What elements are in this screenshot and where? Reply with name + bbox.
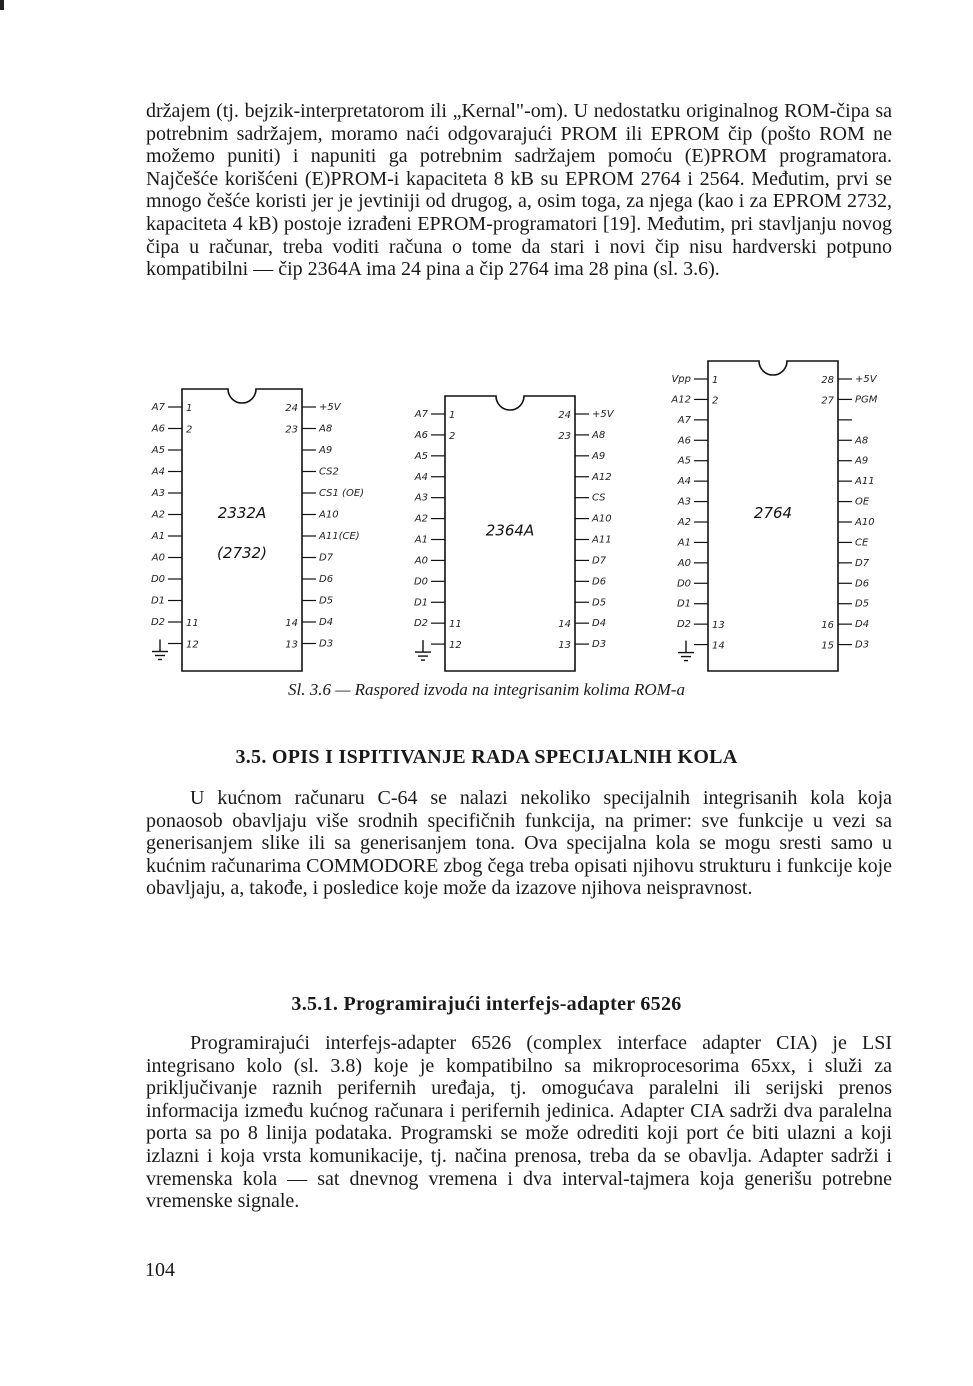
chip-2-right-pin-label: D3: [592, 639, 607, 651]
chip-1-right-pin-label: CS2: [319, 466, 339, 478]
chip-1-pin-number: 23: [285, 424, 298, 436]
chip-2-left-pin-label: A7: [414, 409, 428, 420]
chip-3-right-pin-label: A11: [855, 476, 875, 488]
pinout-diagram: [140, 356, 900, 686]
chip-3-left-pin-label: A1: [677, 537, 691, 549]
chip-2-pin-number: 24: [558, 410, 571, 421]
chip-3-right-pin-label: D6: [855, 578, 870, 590]
chip-2-left-pin-label: D0: [413, 576, 428, 588]
chip-1-right-pin-label: D5: [319, 595, 334, 607]
figure-rom-pinouts: [140, 356, 900, 701]
chip-2-left-pin-label: D2: [413, 618, 428, 630]
chip-3-right-pin-label: D3: [855, 639, 870, 651]
chip-1-left-pin-label: A5: [151, 445, 165, 456]
chip-3-pin-number: 28: [821, 375, 834, 386]
chip-1-right-pin-label: A8: [319, 423, 333, 435]
chip-3-left-pin-label: D2: [676, 619, 691, 631]
chip-2-left-pin-label: D1: [413, 597, 428, 609]
paragraph-cia-6526: Programirajući interfejs-adapter 6526 (complex interface adapter CIA) je LSI integrisano kolo (sl. 3.8) koje je kompatibilno sa mikroprocesorima 65xx, i služi za priključivanje raznih perifernih uređaja, tj. omogućava paralelni ili serijski prenos informacija između kućnog računara i perifernih jedinica. Adapter CIA sadrži dva paralelna porta sa po 8 linija podataka. Programski se može odrediti koji port će biti ulazni a koji izlazni i koja vrsta komunikacije, tj. načina prenosa, treba da se obavlja. Adapter sadrži i vremenska kola — sat dnevnog vremena i dva interval-tajmera koja generišu potrebne vremenske signale.: [146, 1032, 892, 1213]
chip-2-right-pin-label: A10: [592, 513, 612, 525]
chip-2-right-pin-label: A11: [592, 534, 612, 546]
chip-2-right-pin-label: +5V: [592, 409, 614, 420]
chip-3-left-pin-label: D1: [676, 598, 691, 610]
chip-2-pin-number: 11: [449, 619, 462, 631]
chip-1-right-pin-label: A11(CE): [319, 531, 360, 542]
chip-3-right-pin-label: D7: [855, 557, 870, 569]
chip-3-right-pin-label: A9: [855, 455, 869, 467]
chip-2-pin-number: 2: [449, 430, 456, 442]
chip-3-left-pin-label: A2: [677, 517, 691, 528]
chip-3-left-pin-label: A5: [677, 455, 691, 467]
chip-1-name: 2332A: [217, 504, 267, 522]
chip-3-right-pin-label: OE: [855, 496, 870, 508]
chip-1-left-pin-label: A4: [151, 466, 165, 478]
chip-1-left-pin-label: A0: [151, 552, 165, 564]
chip-2-right-pin-label: D4: [592, 618, 607, 630]
chip-2-left-pin-label: A1: [414, 534, 428, 546]
chip-1-pin-number: 2: [186, 424, 193, 436]
chip-2-left-pin-label: A3: [414, 492, 428, 504]
chip-3-right-pin-label: PGM: [855, 394, 878, 406]
page-number: 104: [145, 1259, 175, 1281]
chip-2-pin-number: 12: [449, 640, 462, 652]
chip-2-pin-number: 14: [558, 619, 571, 631]
chip-1-pin-number: 11: [186, 618, 199, 629]
chip-3-left-pin-label: Vpp: [671, 374, 691, 385]
chip-1-left-pin-label: D0: [150, 574, 165, 585]
chip-1-left-pin-label: A6: [151, 423, 165, 435]
chip-2-left-pin-label: A4: [414, 471, 428, 483]
chip-1-left-pin-label: A2: [151, 509, 165, 521]
chip-1-right-pin-label: +5V: [319, 402, 341, 413]
chip-3-left-pin-label: A6: [677, 435, 691, 447]
chip-2-left-pin-label: A2: [414, 513, 428, 525]
chip-3-left-pin-label: A4: [677, 476, 691, 488]
chip-3-pin-number: 13: [712, 620, 725, 632]
chip-1-pin-number: 14: [285, 618, 298, 629]
paragraph-special-circuits: U kućnom računaru C-64 se nalazi nekoliko specijalnih integrisanih kola koja ponaosob obavljaju više srodnih specifičnih funkcija, na primer: sve funkcije u vezi sa generisanjem slike ili sa generisanjem tona. Ova specijalna kola se mogu sresti samo u kućnim računarima COMMODORE zbog čega treba opisati njihovu strukturu i funkcije koje obavljaju, a, takođe, i posledice koje može da izazove njihova neispravnost.: [146, 787, 892, 900]
chip-3-right-pin-label: D4: [855, 619, 870, 631]
chip-3-right-pin-label: CE: [855, 537, 869, 549]
chip-3-pin-number: 15: [821, 640, 834, 652]
chip-1-name-line2: (2732): [217, 544, 267, 562]
chip-1-body: [182, 389, 302, 671]
chip-3-left-pin-label: A0: [677, 557, 691, 569]
subsection-title: Programirajući interfejs-adapter 6526: [343, 993, 682, 1015]
chip-1-right-pin-label: A10: [319, 509, 339, 521]
subsection-heading: [0, 993, 973, 1016]
chip-2-right-pin-label: CS: [592, 492, 606, 504]
chip-1-right-pin-label: D3: [319, 638, 334, 650]
paragraph-rom-replacement: držajem (tj. bejzik-interpretatorom ili „Kernal"-om). U nedostatku originalnog ROM-čipa sa potrebnim sadržajem, moramo naći odgovarajući PROM ili EPROM čip (pošto ROM ne možemo puniti) i napuniti ga potrebnim sadržajem pomoću (E)PROM programatora. Najčešće korišćeni (E)PROM-i kapaciteta 8 kB su EPROM 2764 i 2564. Međutim, prvi se mnogo češće koristi jer je jevtiniji od drugog, a, osim toga, za njega (kao i za EPROM 2732, kapaciteta 4 kB) postoje izrađeni EPROM-programatori [19]. Međutim, pri stavljanju novog čipa u računar, treba voditi računa o tome da stari i novi čip nisu hardverski potpuno kompatibilni — čip 2364A ima 24 pina a čip 2764 ima 28 pina (sl. 3.6).: [146, 100, 892, 281]
chip-2-right-pin-label: D5: [592, 597, 607, 609]
chip-1-right-pin-label: D7: [319, 552, 334, 564]
chip-3-right-pin-label: +5V: [855, 374, 877, 385]
chip-1-left-pin-label: A1: [151, 531, 165, 542]
chip-2-name: 2364A: [485, 521, 535, 540]
chip-3-pin-number: 2: [712, 395, 719, 407]
figure-caption: Sl. 3.6 — Raspored izvoda na integrisanim kolima ROM-a: [288, 680, 685, 699]
chip-1-left-pin-label: D1: [150, 595, 165, 607]
chip-3-pin-number: 27: [821, 395, 834, 407]
chip-2-pin-number: 23: [558, 430, 571, 442]
chip-3-name: 2764: [753, 504, 793, 522]
chip-2-pin-number: 1: [449, 410, 456, 421]
chip-1-pin-number: 1: [186, 403, 193, 414]
chip-2-right-pin-label: A12: [592, 471, 612, 483]
chip-3-left-pin-label: D0: [676, 578, 691, 590]
chip-2-left-pin-label: A6: [414, 429, 428, 441]
chip-1-right-pin-label: D4: [319, 617, 334, 628]
chip-2-right-pin-label: D7: [592, 555, 607, 567]
chip-1-right-pin-label: D6: [319, 574, 334, 585]
chip-3-left-pin-label: A3: [677, 496, 691, 508]
chip-2-right-pin-label: D6: [592, 576, 607, 588]
chip-1-left-pin-label: A7: [151, 402, 165, 413]
subsection-number: 3.5.1.: [291, 993, 339, 1015]
chip-2-right-pin-label: A9: [592, 450, 606, 462]
scan-edge-mark: [0, 0, 4, 10]
chip-3-right-pin-label: A8: [855, 435, 869, 447]
chip-1-pin-number: 24: [285, 403, 298, 414]
chip-3-pin-number: 1: [712, 375, 719, 386]
chip-3-left-pin-label: A12: [671, 394, 691, 406]
chip-1-pin-number: 13: [285, 639, 298, 651]
chip-1-left-pin-label: D2: [150, 617, 165, 628]
chip-1-left-pin-label: A3: [151, 488, 165, 499]
chip-3-pin-number: 14: [712, 640, 725, 652]
chip-1-right-pin-label: CS1 (OE): [319, 488, 365, 499]
chip-3-right-pin-label: A10: [855, 517, 875, 528]
chip-3-pin-number: 16: [821, 620, 834, 632]
section-heading: 3.5. OPIS I ISPITIVANJE RADA SPECIJALNIH KOLA: [235, 746, 738, 768]
chip-2-right-pin-label: A8: [592, 429, 606, 441]
chip-2-left-pin-label: A0: [414, 555, 428, 567]
chip-1-pin-number: 12: [186, 639, 199, 651]
chip-2-left-pin-label: A5: [414, 450, 428, 462]
chip-3-left-pin-label: A7: [677, 414, 691, 426]
chip-2-pin-number: 13: [558, 640, 571, 652]
chip-1-right-pin-label: A9: [319, 445, 333, 456]
chip-3-right-pin-label: D5: [855, 598, 870, 610]
